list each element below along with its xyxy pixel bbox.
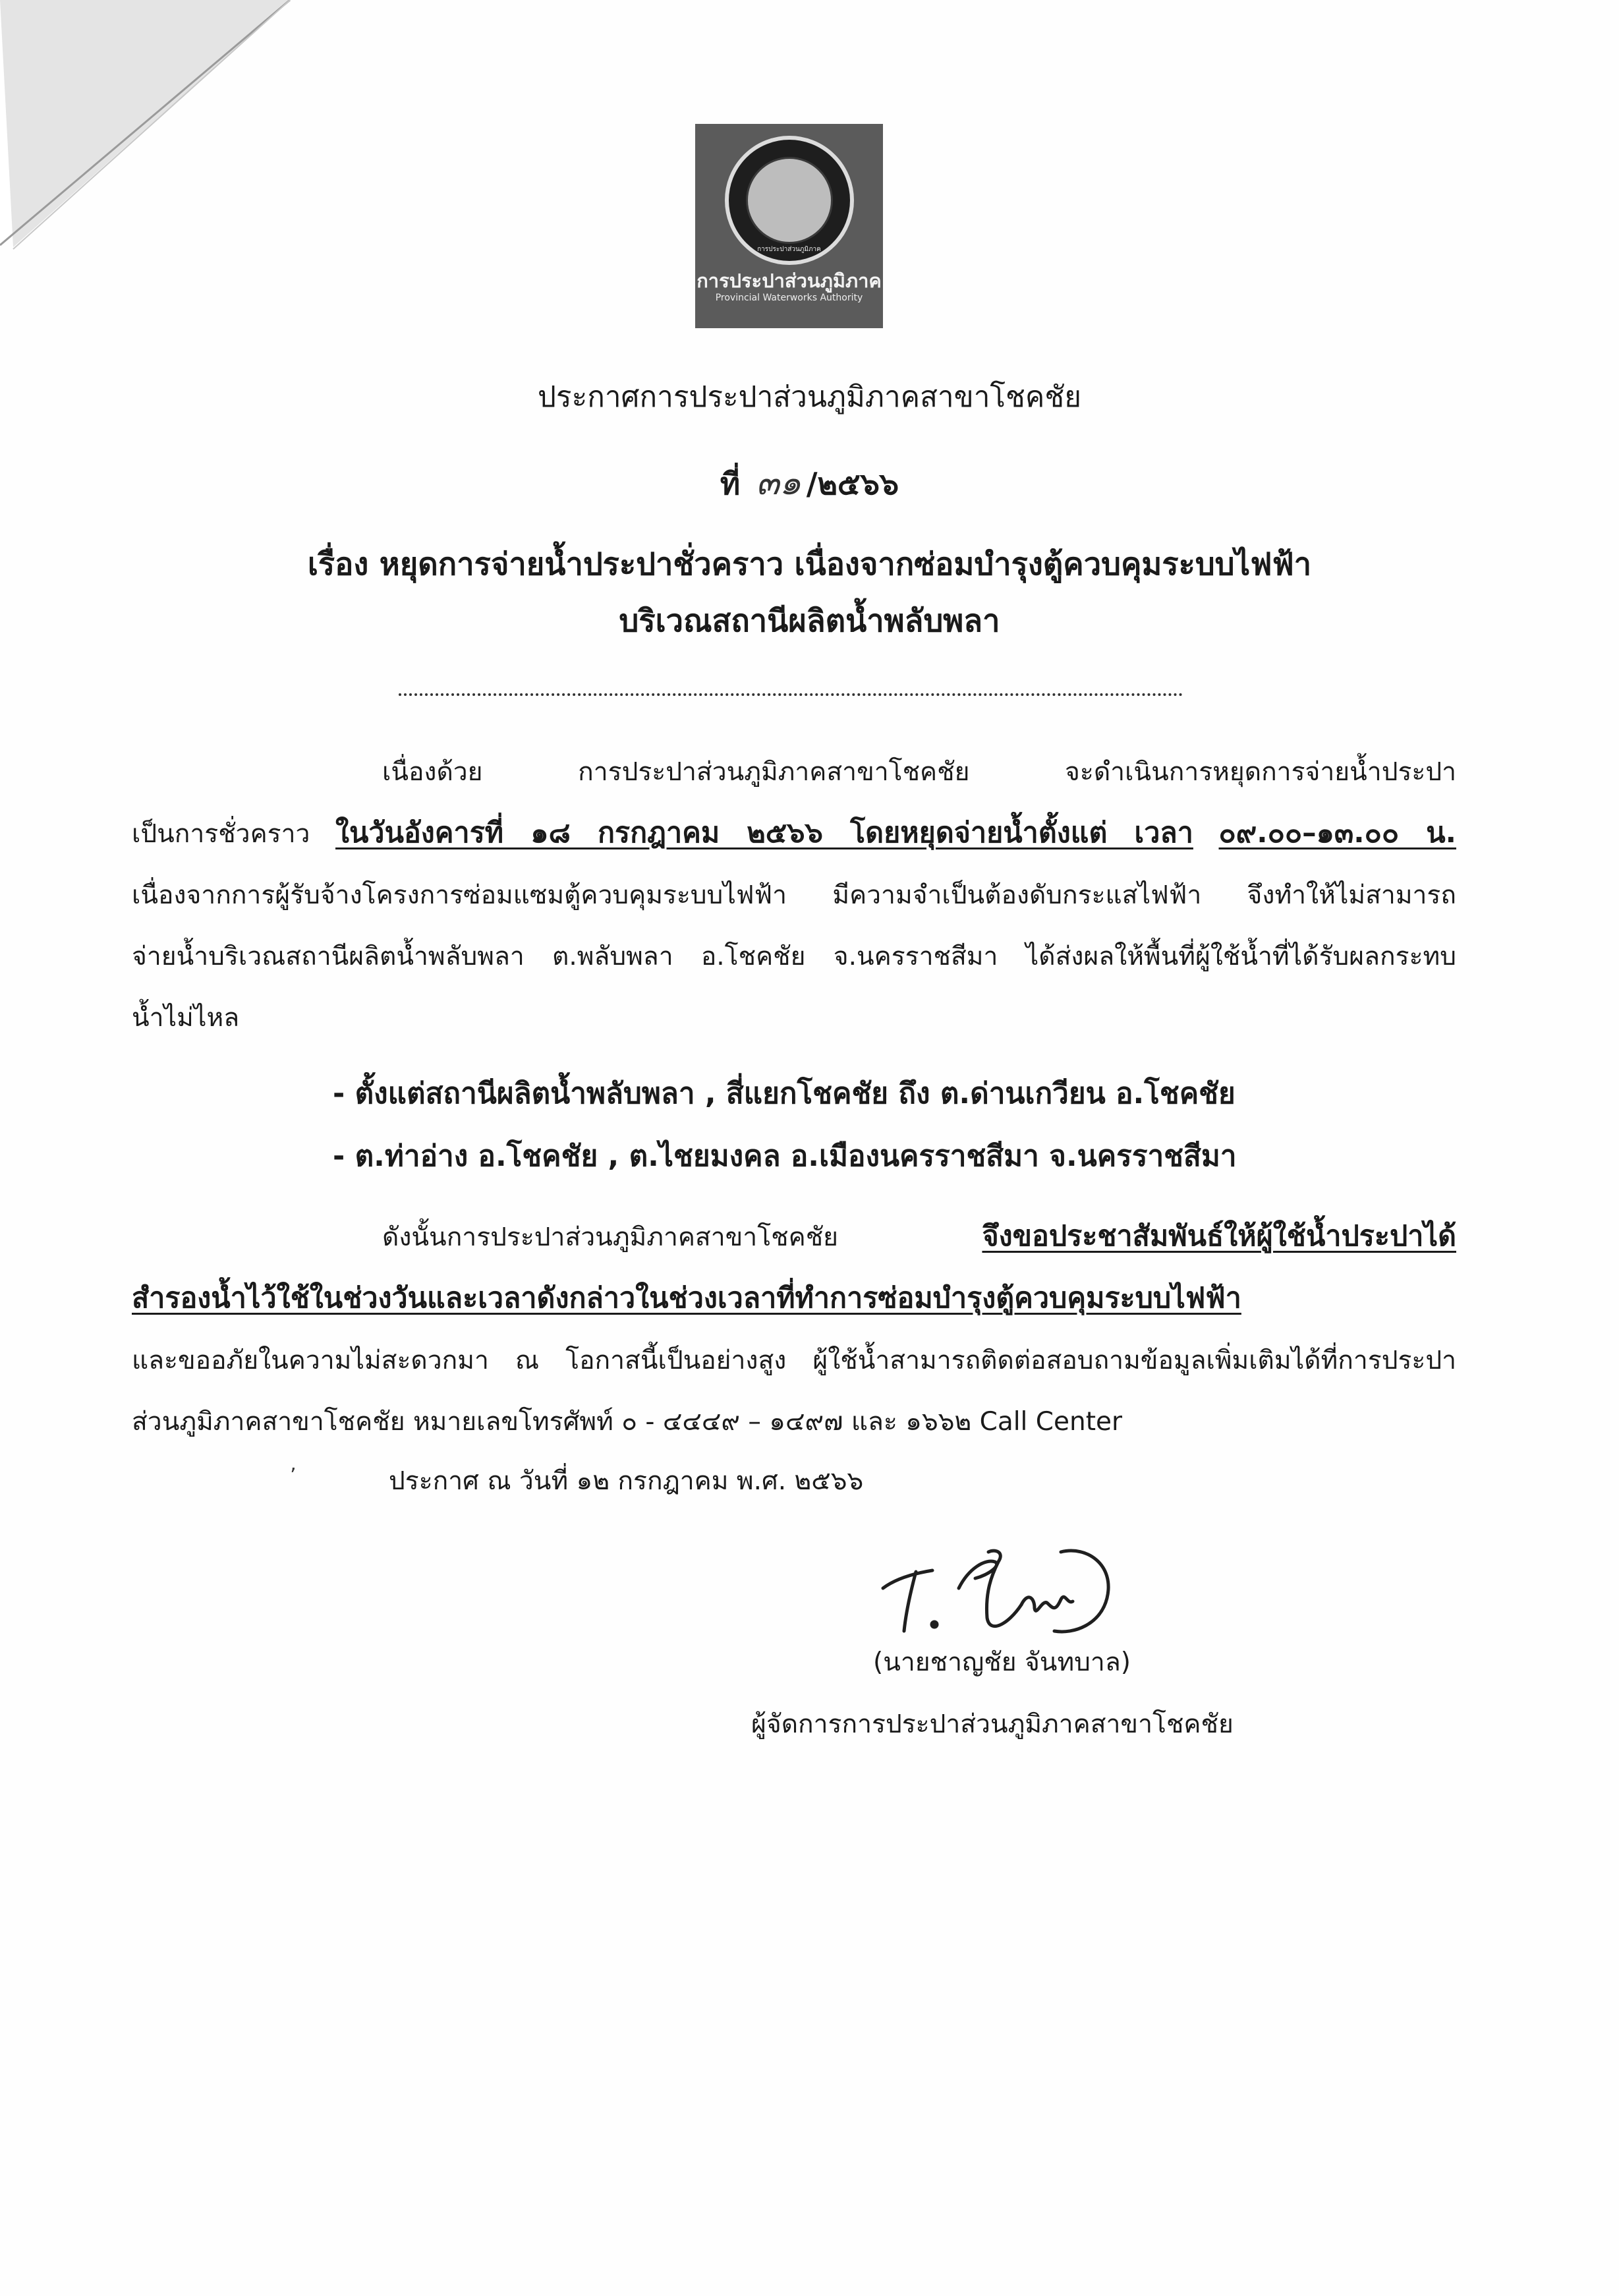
signer-name: (นายชาญชัย จันทบาล) xyxy=(873,1648,1131,1677)
announce-date: ประกาศ ณ วันที่ ๑๒ กรกฎาคม พ.ศ. ๒๕๖๖ xyxy=(389,1466,864,1496)
number-year: /๒๕๖๖ xyxy=(806,466,899,502)
handwritten-number: ๓๑ xyxy=(756,463,801,503)
folded-corner xyxy=(0,0,310,264)
subject-line-2: บริเวณสถานีผลิตน้ำพลับพลา xyxy=(619,603,1000,639)
logo-name-english: Provincial Waterworks Authority xyxy=(715,293,863,303)
p2-line-4-contact: ส่วนภูมิภาคสาขาโชคชัย หมายเลขโทรศัพท์ ๐ - ๔๔๔๙ – ๑๔๙๗ และ ๑๖๖๒ Call Center xyxy=(132,1407,1123,1437)
subject-line-1: เรื่อง หยุดการจ่ายน้ำประปาชั่วคราว เนื่องจากซ่อมบำรุงตู้ควบคุมระบบไฟฟ้า xyxy=(307,546,1312,583)
p2-line-1 xyxy=(132,1206,1456,1268)
p2-line-2-emphasis: สำรองน้ำไว้ใช้ในช่วงวันและเวลาดังกล่าวในช่วงเวลาที่ทำการซ่อมบำรุงตู้ควบคุมระบบไฟฟ้า xyxy=(132,1282,1241,1315)
handwritten-signature xyxy=(870,1526,1147,1644)
announcement-title: ประกาศการประปาส่วนภูมิภาคสาขาโชคชัย xyxy=(538,380,1081,414)
p1-line-2-prefix: เป็นการชั่วคราว xyxy=(132,819,310,849)
dotted-divider xyxy=(399,693,1183,696)
outage-date: ในวันอังคารที่ ๑๘ กรกฎาคม ๒๕๖๖ โดยหยุดจ่ายน้ำตั้งแต่ เวลา xyxy=(335,817,1193,849)
pwa-logo xyxy=(695,124,883,328)
p1-line-5: น้ำไม่ไหล xyxy=(132,1003,240,1033)
affected-area-1: - ตั้งแต่สถานีผลิตน้ำพลับพลา , สี่แยกโชคชัย ถึง ต.ด่านเกวียน อ.โชคชัย xyxy=(333,1077,1236,1110)
p1-line-4: จ่ายน้ำบริเวณสถานีผลิตน้ำพลับพลา ต.พลับพลา อ.โชคชัย จ.นครราชสีมา ได้ส่งผลให้พื้นที่ผู้ใช้น้ำที่ได้รับผลกระทบ xyxy=(132,942,1456,971)
paragraph-notice xyxy=(132,741,1456,1048)
paragraph-request xyxy=(132,1206,1456,1452)
affected-area-2: - ต.ท่าอ่าง อ.โชคชัย , ต.ไชยมงคล อ.เมืองนครราชสีมา จ.นครราชสีมา xyxy=(333,1139,1237,1173)
announcement-number xyxy=(0,460,1619,507)
p1-line-2 xyxy=(132,803,1456,865)
p2-line-1-emphasis: จึงขอประชาสัมพันธ์ให้ผู้ใช้น้ำประปาได้ xyxy=(982,1220,1456,1253)
pwa-emblem-icon xyxy=(725,136,854,265)
stray-mark: ’ xyxy=(290,1464,297,1487)
signer-title: ผู้จัดการการประปาส่วนภูมิภาคสาขาโชคชัย xyxy=(751,1709,1234,1739)
logo-name-thai: การประปาส่วนภูมิภาค xyxy=(696,270,882,292)
number-prefix: ที่ xyxy=(720,466,741,502)
p2-line-2 xyxy=(132,1268,1456,1330)
p1-line-1: เนื่องด้วย การประปาส่วนภูมิภาคสาขาโชคชัย จะดำเนินการหยุดการจ่ายน้ำประปา xyxy=(382,757,1456,787)
outage-time: ๐๙.๐๐–๑๓.๐๐ น. xyxy=(1218,817,1456,849)
p1-line-3: เนื่องจากการผู้รับจ้างโครงการซ่อมแซมตู้ควบคุมระบบไฟฟ้า มีความจำเป็นต้องดับกระแสไฟฟ้า จึงทำให้ไม่สามารถ xyxy=(132,880,1456,910)
p2-line-3: และขออภัยในความไม่สะดวกมา ณ โอกาสนี้เป็นอย่างสูง ผู้ใช้น้ำสามารถติดต่อสอบถามข้อมูลเพิ่มเติมได้ที่การประปา xyxy=(132,1346,1456,1375)
p2-line-1-prefix: ดังนั้นการประปาส่วนภูมิภาคสาขาโชคชัย xyxy=(382,1222,839,1252)
logo-seal-text: การประปาส่วนภูมิภาค xyxy=(757,246,821,253)
